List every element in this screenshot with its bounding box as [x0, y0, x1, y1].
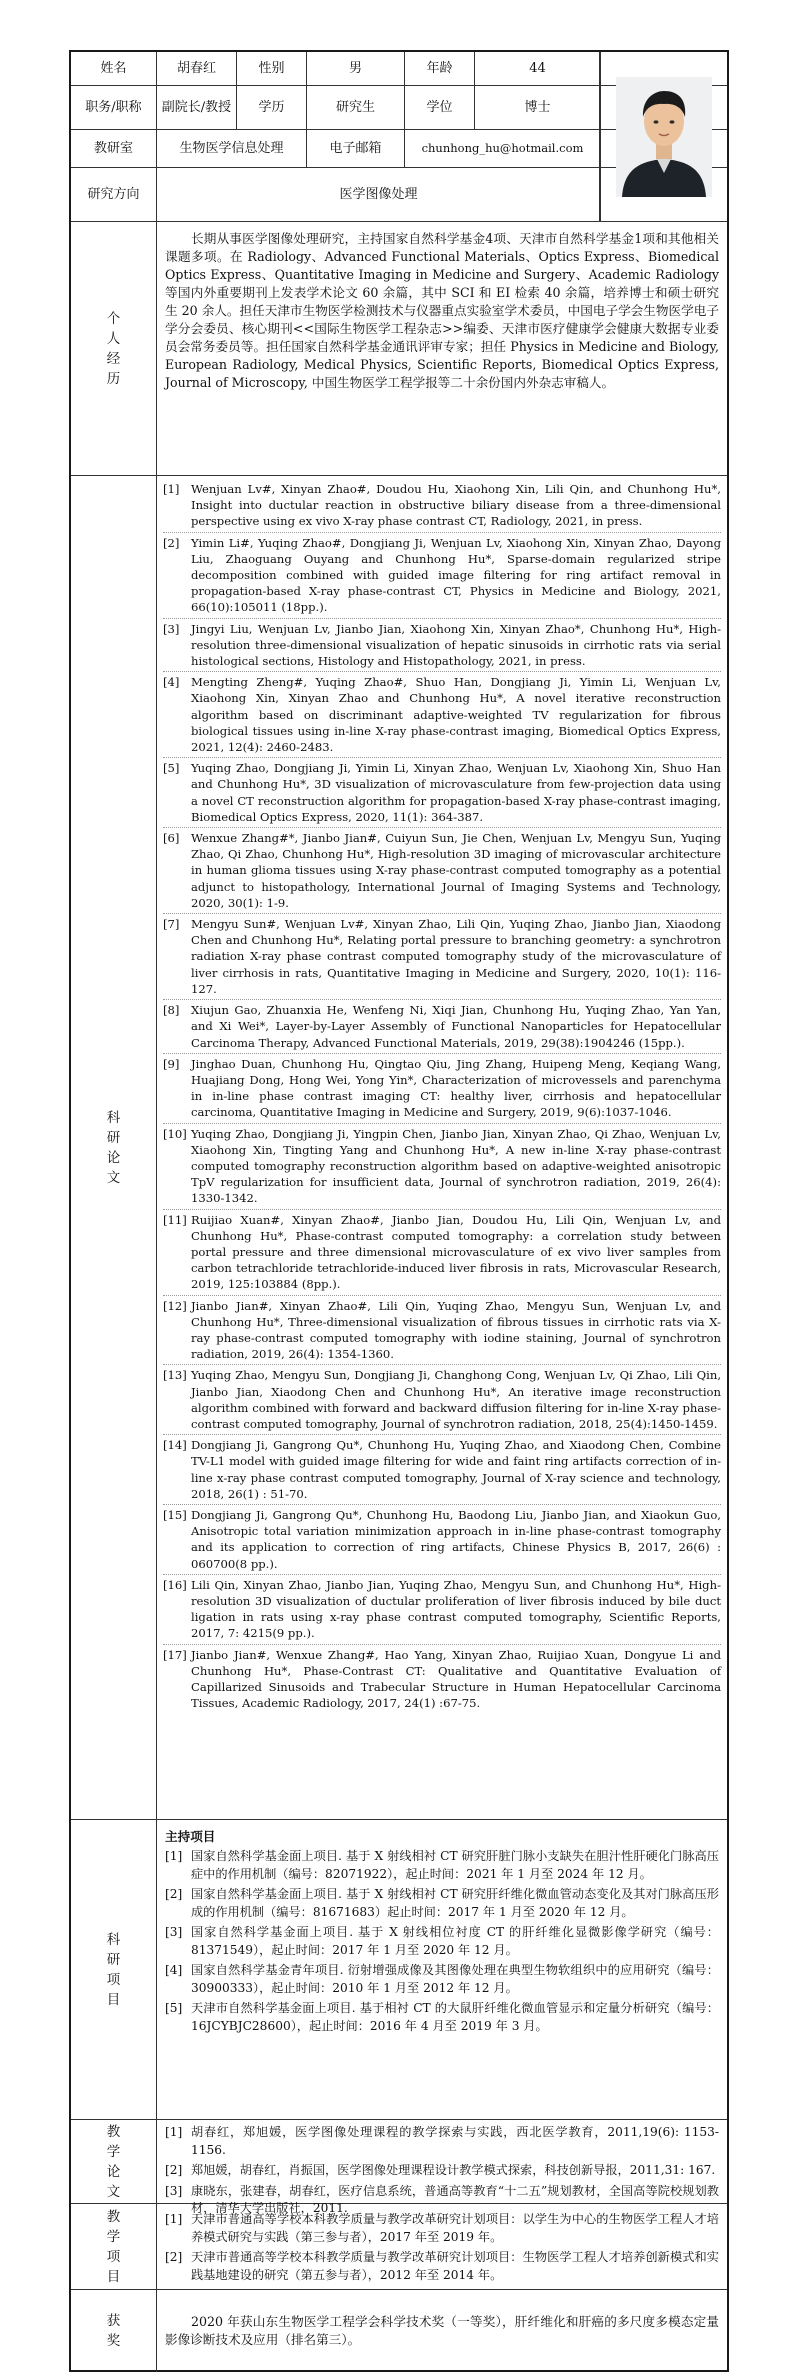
- paper-item-number: [2]: [163, 535, 180, 550]
- project-item: [157, 1923, 727, 1961]
- project-item-number: [3]: [165, 1925, 183, 1939]
- cv-table: [69, 50, 729, 2372]
- paper-item: [163, 914, 721, 1000]
- teaching-project-item: [157, 2210, 727, 2248]
- project-item-number: [4]: [165, 1963, 183, 1977]
- paper-item: [163, 1435, 721, 1505]
- department-value: 生物医学信息处理: [157, 130, 307, 167]
- awards-section: [71, 2290, 727, 2372]
- project-item: [157, 1961, 727, 1999]
- project-item-text: 国家自然科学基金面上项目. 基于 X 射线相衬 CT 研究肝脏门脉小支缺失在胆汁性肝硬化门脉高压症中的作用机制（编号：82071922），起止时间：2021 年 1 月至 2024 年 12 月。: [191, 1849, 719, 1881]
- project-item-text: 国家自然科学基金面上项目. 基于 X 射线相衬 CT 研究肝纤维化微血管动态变化及其对门脉高压形成的作用机制（编号：81671683）起止时间：2017 年 1 月至 2020 年 12 月。: [191, 1887, 719, 1919]
- paper-item-number: [15]: [163, 1507, 187, 1522]
- paper-item: [163, 1645, 721, 1714]
- paper-item-text: Lili Qin, Xinyan Zhao, Jianbo Jian, Yuqing Zhao, Mengyu Sun, and Chunhong Hu*, High-resolution 3D visualization of ductular proliferation of liver fibrosis induced by bile duct ligation in rats using x-ray phase contrast computed tomography, Scientific Reports, 2017, 7: 4215(9 pp.).: [191, 1577, 721, 1641]
- teaching-projects-label: 教学项目: [106, 2208, 121, 2285]
- name-label: 姓名: [71, 52, 157, 85]
- title-label: 职务/职称: [71, 86, 157, 129]
- teaching-project-item-text: 天津市普通高等学校本科教学质量与教学改革研究计划项目：生物医学工程人才培养创新模式和实践基地建设的研究（第五参与者），2012 年至 2014 年。: [191, 2250, 719, 2282]
- project-item-number: [5]: [165, 2001, 183, 2015]
- education-label: 学历: [237, 86, 307, 129]
- paper-item-number: [6]: [163, 831, 180, 846]
- project-item: [157, 1847, 727, 1885]
- paper-item-text: Mengyu Sun#, Wenjuan Lv#, Xinyan Zhao, Lili Qin, Yuqing Zhao, Jianbo Jian, Xiaodong Chen and Chunhong Hu*, Relating portal pressure to branching geometry: a synchrotron radiation X-ray phase contrast computed tomography study of the microvasculature of liver cirrhosis in rats, Quantitative Imaging in Medicine and Surgery, 2020, 10(1): 116-127.: [191, 917, 721, 996]
- paper-item-number: [1]: [163, 482, 180, 496]
- paper-item-text: Mengting Zheng#, Yuqing Zhao#, Shuo Han, Dongjiang Ji, Yimin Li, Wenjuan Lv, Xiaohong Xin, Xinyan Zhao and Chunhong Hu*, A novel iterative reconstruction algorithm based on discriminant adaptive-weighted TV regularization for fibrous biological tissues using in-line X-ray phase-contrast imaging, Biomedical Optics Express, 2021, 12(4): 2460-2483.: [191, 675, 721, 755]
- teaching-paper-item-text: 郑旭媛，胡春红，肖振国，医学图像处理课程设计教学模式探索，科技创新导报，2011,31: 167.: [191, 2163, 716, 2177]
- teaching-paper-item: [157, 2123, 727, 2161]
- paper-item-number: [13]: [163, 1368, 187, 1383]
- paper-item: [163, 1575, 721, 1645]
- paper-item-text: Dongjiang Ji, Gangrong Qu*, Chunhong Hu, Yuqing Zhao, and Xiaodong Chen, Combine TV-L1 model with guided image filtering for wide and faint ring artifacts correction of in-line x-ray phase contrast computed tomography, Journal of X-ray science and technology, 2018, 26(1) : 51-70.: [191, 1438, 721, 1501]
- teaching-projects-section: [71, 2204, 727, 2290]
- resume-text: 长期从事医学图像处理研究，主持国家自然科学基金4项、天津市自然科学基金1项和其他相关课题多项。在 Radiology、Advanced Functional Materials、Optics Express、Biomedical Optics Express、Quantitative Imaging in Medicine and Surgery、Academic Radiology 等国内外重要期刊上发表学术论文 60 余篇，其中 SCI 和 EI 检索 40 余篇，培养博士和硕士研究生 20 余人。担任天津市生物医学检测技术与仪器重点实验室学术委员，中国电子学会生物医学电子学分会委员、核心期刊<<国际生物医学工程杂志>>编委、天津市医疗健康学会健康大数据专业委员会常务委员等。担任国家自然科学基金通讯评审专家；担任 Physics in Medicine and Biology, European Radiology, Medical Physics, Scientific Reports, Biomedical Optics Express, Journal of Microscopy, 中国生物医学工程学报等二十余份国内外杂志审稿人。: [165, 231, 719, 390]
- paper-item-text: Yimin Li#, Yuqing Zhao#, Dongjiang Ji, Wenjuan Lv, Xiaohong Xin, Xinyan Zhao, Dayong Liu, Zhaoguang Ouyang and Chunhong Hu*, Sparse-domain regularized stripe decomposition combined with guided image filtering for ring artifact removal in propagation-based X-ray phase-contrast CT, Physics in Medicine and Biology, 2021, 66(10):105011 (18pp.).: [191, 535, 721, 615]
- name-value: 胡春红: [157, 52, 237, 85]
- paper-item: [163, 672, 721, 758]
- project-item-number: [1]: [165, 1849, 183, 1863]
- resume-label: 个人经历: [106, 310, 121, 387]
- portrait-photo: [599, 52, 727, 222]
- paper-item-number: [17]: [163, 1647, 187, 1662]
- paper-item: [163, 533, 721, 619]
- paper-item-text: Ruijiao Xuan#, Xinyan Zhao#, Jianbo Jian, Doudou Hu, Lili Qin, Wenjuan Lv, and Chunhong Hu*, Phase-contrast computed tomography: a correlation study between portal pressure and three dimensional microvasculature of ex vivo liver samples from carbon tetrachloride tetrachloride-induced liver fibrosis in rats, Microvascular Research, 2019, 125:103884 (8pp.).: [191, 1212, 721, 1292]
- teaching-paper-item-number: [1]: [165, 2125, 183, 2139]
- awards-label: 获奖: [106, 2313, 121, 2349]
- portrait-photo-icon: [616, 77, 712, 197]
- paper-item-text: Wenxue Zhang#*, Jianbo Jian#, Cuiyun Sun, Jie Chen, Wenjuan Lv, Mengyu Sun, Yuqing Zhao, Qi Zhao, Chunhong Hu*, High-resolution 3D imaging of microvascular architecture in human glioma tissues using X-ray phase-contrast computed tomography as a potential adjunct to histopathology, International Journal of Imaging Systems and Technology, 2020, 30(1): 1-9.: [191, 831, 721, 910]
- teaching-project-item: [157, 2248, 727, 2286]
- age-label: 年龄: [405, 52, 475, 85]
- paper-item-text: Xiujun Gao, Zhuanxia He, Wenfeng Ni, Xiqi Jian, Chunhong Hu, Yuqing Zhao, Yan Yan, and Xi Wei*, Layer-by-Layer Assembly of Functional Nanoparticles for Hepatocellular Carcinoma Therapy, Advanced Functional Materials, 2019, 29(38):1904246 (15pp.).: [191, 1003, 721, 1050]
- paper-item-text: Yuqing Zhao, Dongjiang Ji, Yimin Li, Xinyan Zhao, Wenjuan Lv, Xiaohong Xin, Shuo Han and Chunhong Hu*, 3D visualization of microvasculature from few-projection data using a novel CT reconstruction algorithm for propagation-based X-ray phase-contrast imaging, Biomedical Optics Express, 2020, 11(1): 364-387.: [191, 761, 721, 824]
- paper-item: [163, 1365, 721, 1435]
- paper-item-text: Jingyi Liu, Wenjuan Lv, Jianbo Jian, Xiaohong Xin, Xinyan Zhao*, Chunhong Hu*, High-resolution three-dimensional visualization of hepatic sinusoids in cirrhotic rats via serial histological sections, Histology and Histopathology, 2021, in press.: [191, 621, 721, 669]
- project-item: [157, 1999, 727, 2037]
- project-list: [157, 1847, 727, 2037]
- age-value: 44: [475, 52, 601, 85]
- project-item: [157, 1885, 727, 1923]
- project-item-text: 国家自然科学基金面上项目. 基于 X 射线相位衬度 CT 的肝纤维化显微影像学研究（编号：81371549），起止时间：2017 年 1 月至 2020 年 12 月。: [191, 1925, 719, 1957]
- paper-item-number: [9]: [163, 1056, 180, 1071]
- degree-label: 学位: [405, 86, 475, 129]
- email-value: chunhong_hu@hotmail.com: [405, 130, 601, 167]
- department-label: 教研室: [71, 130, 157, 167]
- paper-item-number: [11]: [163, 1212, 187, 1227]
- education-value: 研究生: [307, 86, 405, 129]
- teaching-project-item-number: [1]: [165, 2212, 183, 2226]
- project-item-text: 国家自然科学基金青年项目. 衍射增强成像及其图像处理在典型生物软组织中的应用研究（编号：30900333），起止时间：2010 年 1 月至 2012 年 12 月。: [191, 1963, 719, 1995]
- projects-section: [71, 1820, 727, 2120]
- paper-item: [163, 619, 721, 673]
- paper-item: [163, 479, 721, 533]
- paper-item: [163, 1505, 721, 1575]
- paper-item-text: Jinghao Duan, Chunhong Hu, Qingtao Qiu, Jing Zhang, Huipeng Meng, Keqiang Wang, Huajiang Dong, Hong Wei, Yong Yin*, Characterization of microvessels and parenchyma in in-line phase contrast imaging CT: healthy liver, cirrhosis and hepatocellular carcinoma, Quantitative Imaging in Medicine and Surgery, 2019, 9(6):1037-1046.: [191, 1056, 721, 1120]
- teaching-paper-item-text: 康晓东，张建春，胡春红，医疗信息系统，普通高等教育“十二五”规划教材，全国高等院校规划教材，清华大学出版社，2011.: [191, 2183, 719, 2215]
- paper-item-text: Jianbo Jian#, Xinyan Zhao#, Lili Qin, Yuqing Zhao, Mengyu Sun, Wenjuan Lv, and Chunhong Hu*, Three-dimensional visualization of fibrous tissues in cirrhotic rats via X-ray phase-contrast computed tomography with iodine staining, Journal of synchrotron radiation, 2019, 26(4): 1354-1360.: [191, 1298, 721, 1362]
- teaching-paper-item: [157, 2161, 727, 2182]
- papers-label: 科研论文: [106, 1109, 121, 1186]
- research-value: 医学图像处理: [157, 168, 601, 221]
- paper-item-number: [3]: [163, 621, 180, 636]
- paper-item: [163, 1124, 721, 1210]
- title-value: 副院长/教授: [157, 86, 237, 129]
- gender-label: 性别: [237, 52, 307, 85]
- paper-item-number: [10]: [163, 1126, 187, 1141]
- teaching-project-item-number: [2]: [165, 2250, 183, 2264]
- awards-text: 2020 年获山东生物医学工程学会科学技术奖（一等奖），肝纤维化和肝癌的多尺度多模态定量影像诊断技术及应用（排名第三）。: [165, 2314, 719, 2347]
- research-label: 研究方向: [71, 168, 157, 221]
- paper-item-text: Jianbo Jian#, Wenxue Zhang#, Hao Yang, Xinyan Zhao, Ruijiao Xuan, Dongyue Li and Chunhong Hu*, Phase-Contrast CT: Qualitative and Quantitative Evaluation of Capillarized Sinusoids and Trabecular Structure in Human Hepatocellular Carcinoma Tissues, Academic Radiology, 2017, 24(1) :67-75.: [191, 1647, 721, 1711]
- paper-item: [163, 1054, 721, 1124]
- paper-item: [163, 758, 721, 828]
- teaching-project-list: [157, 2210, 727, 2286]
- paper-item-number: [5]: [163, 761, 180, 776]
- teaching-paper-item-number: [3]: [165, 2183, 183, 2198]
- paper-item-text: Dongjiang Ji, Gangrong Qu*, Chunhong Hu, Baodong Liu, Jianbo Jian, and Xiaokun Guo, Anisotropic total variation minimization approach in in-line phase-contrast tomography and its application to correction of ring artifacts, Chinese Physics B, 2017, 26(6) : 060700(8 pp.).: [191, 1507, 721, 1571]
- paper-item-number: [12]: [163, 1298, 187, 1313]
- teaching-project-item-text: 天津市普通高等学校本科教学质量与教学改革研究计划项目：以学生为中心的生物医学工程人才培养模式研究与实践（第三参与者），2017 年至 2019 年。: [191, 2212, 719, 2244]
- paper-item-text: Wenjuan Lv#, Xinyan Zhao#, Doudou Hu, Xiaohong Xin, Lili Qin, and Chunhong Hu*, Insight into ductular reaction in obstructive biliary disease from a three-dimensional perspective using ex vivo X-ray phase contrast CT, Radiology, 2021, in press.: [191, 482, 721, 529]
- paper-item-text: Yuqing Zhao, Dongjiang Ji, Yingpin Chen, Jianbo Jian, Xinyan Zhao, Qi Zhao, Wenjuan Lv, Xiaohong Xin, Tingting Yang and Chunhong Hu*, A new in-line X-ray phase-contrast computed tomography reconstruction algorithm based on adaptive-weighted anisotropic TpV regularization for insufficient data, Journal of synchrotron radiation, 2019, 26(4): 1330-1342.: [191, 1126, 721, 1206]
- teaching-paper-item-text: 胡春红，郑旭媛，医学图像处理课程的教学探索与实践，西北医学教育，2011,19(6): 1153-1156.: [191, 2125, 719, 2157]
- papers-section: [71, 476, 727, 1820]
- paper-item-number: [7]: [163, 917, 180, 932]
- paper-item: [163, 1296, 721, 1366]
- paper-list: [157, 476, 727, 1713]
- gender-value: 男: [307, 52, 405, 85]
- project-item-text: 天津市自然科学基金面上项目. 基于相衬 CT 的大鼠肝纤维化微血管显示和定量分析研究（编号：16JCYBJC28600），起止时间：2016 年 4 月至 2019 年 3 月。: [191, 2001, 719, 2033]
- degree-value: 博士: [475, 86, 601, 129]
- paper-item: [163, 828, 721, 914]
- paper-item: [163, 1000, 721, 1054]
- paper-item-number: [4]: [163, 675, 180, 690]
- email-label: 电子邮箱: [307, 130, 405, 167]
- projects-label: 科研项目: [106, 1931, 121, 2008]
- teaching-paper-item-number: [2]: [165, 2163, 183, 2177]
- paper-item-number: [8]: [163, 1003, 180, 1018]
- teaching-papers-section: [71, 2120, 727, 2215]
- project-item-number: [2]: [165, 1887, 183, 1901]
- resume-section: [71, 222, 727, 476]
- projects-heading: 主持项目: [165, 1829, 216, 1844]
- paper-item: [163, 1210, 721, 1296]
- paper-item-text: Yuqing Zhao, Mengyu Sun, Dongjiang Ji, Changhong Cong, Wenjuan Lv, Qi Zhao, Lili Qin, Jianbo Jian, Xiaodong Chen and Chunhong Hu*, An iterative image reconstruction algorithm combined with forward and backward diffusion filtering for in-line X-ray phase-contrast computed tomography, Journal of synchrotron radiation, 2018, 25(4):1450-1459.: [191, 1368, 721, 1431]
- paper-item-number: [16]: [163, 1577, 187, 1592]
- paper-item-number: [14]: [163, 1438, 187, 1453]
- teaching-papers-label: 教学论文: [106, 2123, 121, 2200]
